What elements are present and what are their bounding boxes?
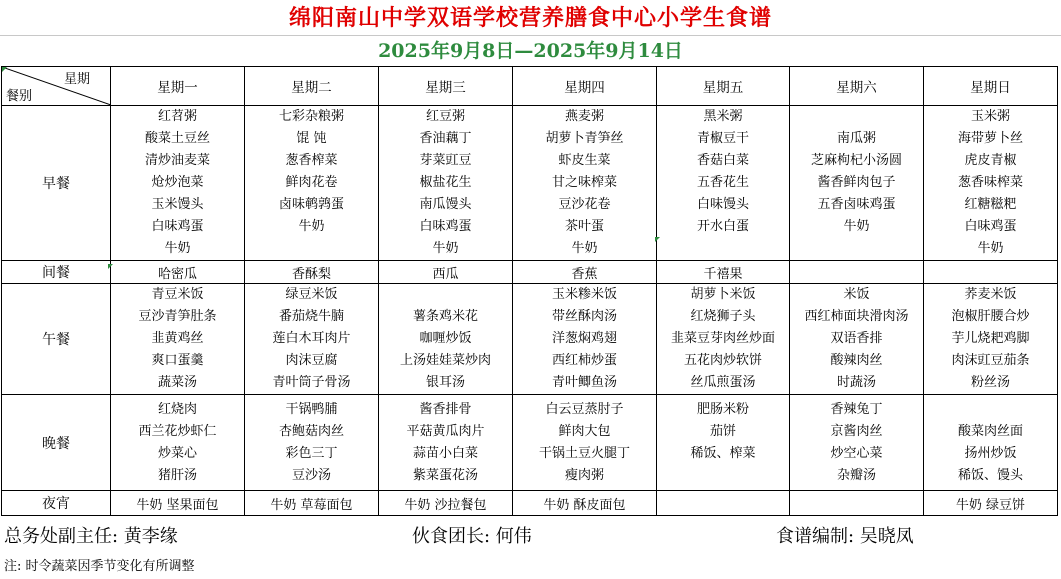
menu-item: 稀饭、榨菜 bbox=[690, 445, 756, 461]
menu-item bbox=[657, 465, 789, 487]
menu-item: 酸菜土豆丝 bbox=[144, 131, 210, 146]
menu-item: 肥肠米粉 bbox=[696, 401, 749, 417]
lunch-row bbox=[2, 284, 1058, 395]
breakfast-sat-cell bbox=[790, 106, 924, 261]
menu-item: 虾皮生菜 bbox=[558, 153, 611, 168]
menu-item: 玉米馒头 bbox=[151, 197, 204, 212]
menu-item: 丝瓜煎蛋汤 bbox=[690, 375, 756, 390]
lunch-fri-cell bbox=[657, 284, 790, 395]
menu-item: 酱香排骨 bbox=[419, 401, 472, 417]
lunch-sat-cell bbox=[790, 284, 924, 395]
dinner-mon-cell bbox=[111, 395, 245, 491]
menu-item: 牛奶 bbox=[298, 219, 325, 234]
breakfast-sun-cell bbox=[924, 106, 1058, 261]
dinner-sun-cell bbox=[924, 395, 1058, 491]
corner-weekday-label: 星期 bbox=[63, 72, 90, 87]
menu-item: 彩色三丁 bbox=[285, 445, 338, 461]
menu-item: 蒜苗小白菜 bbox=[412, 445, 478, 461]
menu-item: 南瓜馒头 bbox=[419, 197, 472, 212]
menu-item: 上汤娃娃菜炒肉 bbox=[399, 353, 491, 368]
snack-row bbox=[2, 261, 1058, 284]
menu-title: 绵阳南山中学双语学校营养膳食中心小学生食谱 bbox=[288, 5, 772, 31]
snack-wed-cell: 西瓜 bbox=[379, 261, 513, 284]
menu-item: 茶叶蛋 bbox=[564, 219, 604, 234]
menu-item: 鲜肉花卷 bbox=[285, 175, 338, 190]
menu-item: 豆沙青笋肚条 bbox=[138, 309, 217, 324]
menu-item: 酱香鲜肉包子 bbox=[817, 175, 896, 190]
menu-item: 炒空心菜 bbox=[830, 445, 883, 461]
night-snack-label: 夜宵 bbox=[2, 491, 111, 516]
menu-item: 芽菜豇豆 bbox=[419, 153, 472, 168]
menu-item: 杏鲍菇肉丝 bbox=[278, 423, 344, 439]
menu-item: 莲白木耳肉片 bbox=[272, 331, 351, 346]
director-signature: 总务处副主任: 黄李缘 bbox=[4, 526, 178, 547]
snack-sun-cell bbox=[924, 261, 1058, 284]
day-header-mon: 星期一 bbox=[111, 67, 245, 106]
dinner-row bbox=[2, 395, 1058, 491]
snack-tue-cell: 香酥梨 bbox=[245, 261, 379, 284]
menu-item: 银耳汤 bbox=[425, 375, 465, 390]
menu-item: 红糖糍粑 bbox=[964, 197, 1017, 212]
breakfast-row bbox=[2, 106, 1058, 261]
menu-item: 泡椒肝腰合炒 bbox=[951, 309, 1030, 324]
menu-item: 燕麦粥 bbox=[564, 109, 604, 124]
night-snack-row bbox=[2, 491, 1058, 516]
menu-item: 韭黄鸡丝 bbox=[151, 331, 204, 346]
breakfast-label: 早餐 bbox=[2, 106, 111, 261]
date-range: 2025年9月8日—2025年9月14日 bbox=[378, 40, 683, 62]
menu-item: 白味鸡蛋 bbox=[419, 219, 472, 234]
menu-item: 玉米粥 bbox=[970, 109, 1010, 124]
menu-item: 稀饭、馒头 bbox=[957, 467, 1023, 483]
night-snack-fri-cell bbox=[657, 491, 790, 516]
menu-item: 黑米粥 bbox=[703, 109, 743, 124]
menu-item: 绿豆米饭 bbox=[285, 287, 338, 302]
menu-item: 鲜肉大包 bbox=[558, 423, 611, 439]
menu-item: 豆沙花卷 bbox=[558, 197, 611, 212]
breakfast-mon-cell bbox=[111, 106, 245, 261]
dinner-label: 晚餐 bbox=[2, 395, 111, 491]
menu-item bbox=[790, 238, 923, 260]
corner-marker bbox=[2, 67, 7, 72]
menu-item: 白味鸡蛋 bbox=[151, 219, 204, 234]
header-corner bbox=[2, 67, 111, 106]
menu-item: 西兰花炒虾仁 bbox=[138, 423, 217, 439]
night-snack-sat-cell bbox=[790, 491, 924, 516]
menu-item: 红烧狮子头 bbox=[690, 309, 756, 324]
menu-item: 酸菜肉丝面 bbox=[957, 423, 1023, 439]
menu-item: 爽口蛋羹 bbox=[151, 353, 204, 368]
menu-item: 芝麻枸杞小汤圆 bbox=[810, 153, 902, 168]
dinner-wed-cell bbox=[379, 395, 513, 491]
menu-item: 蔬菜汤 bbox=[157, 375, 197, 390]
compiler-signature: 食谱编制: 吴晓凤 bbox=[776, 526, 914, 547]
menu-item: 番茄烧牛腩 bbox=[278, 309, 344, 324]
corner-meal-label: 餐别 bbox=[6, 89, 33, 104]
dinner-sat-cell bbox=[790, 395, 924, 491]
menu-item: 开水白蛋 bbox=[696, 219, 749, 234]
menu-item: 红烧肉 bbox=[157, 401, 197, 417]
menu-item: 杂瓣汤 bbox=[836, 467, 876, 483]
lunch-sun-cell bbox=[924, 284, 1058, 395]
menu-item: 咖喱炒饭 bbox=[419, 331, 472, 346]
day-header-wed: 星期三 bbox=[379, 67, 513, 106]
menu-item: 西红柿炒蛋 bbox=[551, 353, 617, 368]
menu-item: 牛奶 bbox=[977, 241, 1004, 256]
lunch-wed-cell bbox=[379, 284, 513, 395]
menu-item: 干锅鸭脯 bbox=[285, 401, 338, 417]
menu-item: 扬州炒饭 bbox=[964, 445, 1017, 461]
menu-item: 馄 饨 bbox=[296, 131, 327, 146]
menu-item: 京酱肉丝 bbox=[830, 423, 883, 439]
breakfast-fri-cell bbox=[657, 106, 790, 261]
day-header-thu: 星期四 bbox=[513, 67, 657, 106]
menu-item: 肉沫豇豆茄条 bbox=[951, 353, 1030, 368]
header-row bbox=[2, 67, 1058, 106]
night-snack-mon-cell: 牛奶 坚果面包 bbox=[111, 491, 245, 516]
menu-item: 五香卤味鸡蛋 bbox=[817, 197, 896, 212]
menu-item: 白味馒头 bbox=[696, 197, 749, 212]
footer-signatures bbox=[0, 519, 1061, 547]
menu-item: 清炒油麦菜 bbox=[144, 153, 210, 168]
menu-item: 时蔬汤 bbox=[836, 375, 876, 390]
menu-item bbox=[245, 238, 378, 260]
menu-item: 青叶鲫鱼汤 bbox=[551, 375, 617, 390]
dinner-thu-cell bbox=[513, 395, 657, 491]
menu-item: 香油藕丁 bbox=[419, 131, 472, 146]
menu-item: 酸辣肉丝 bbox=[830, 353, 883, 368]
menu-item bbox=[379, 284, 512, 306]
corner-marker bbox=[655, 237, 660, 242]
menu-item: 紫菜蛋花汤 bbox=[412, 467, 478, 483]
breakfast-wed-cell bbox=[379, 106, 513, 261]
snack-label: 间餐 bbox=[2, 261, 111, 284]
menu-item: 青叶筒子骨汤 bbox=[272, 375, 351, 390]
menu-item: 白味鸡蛋 bbox=[964, 219, 1017, 234]
menu-item bbox=[924, 399, 1057, 421]
snack-fri-cell: 千禧果 bbox=[657, 261, 790, 284]
lunch-label: 午餐 bbox=[2, 284, 111, 395]
menu-item: 胡萝卜米饭 bbox=[690, 287, 756, 302]
corner-marker bbox=[108, 264, 113, 269]
menu-item: 香辣兔丁 bbox=[830, 401, 883, 417]
menu-item: 红苕粥 bbox=[157, 109, 197, 124]
menu-item: 五香花生 bbox=[696, 175, 749, 190]
dinner-tue-cell bbox=[245, 395, 379, 491]
menu-item: 甘之味榨菜 bbox=[551, 175, 617, 190]
menu-item: 米饭 bbox=[843, 287, 870, 302]
menu-item: 豆沙汤 bbox=[291, 467, 331, 483]
menu-item: 芋儿烧耙鸡脚 bbox=[951, 331, 1030, 346]
night-snack-wed-cell: 牛奶 沙拉餐包 bbox=[379, 491, 513, 516]
menu-table bbox=[1, 66, 1058, 516]
menu-item: 七彩杂粮粥 bbox=[278, 109, 344, 124]
day-header-tue: 星期二 bbox=[245, 67, 379, 106]
menu-item: 猪肝汤 bbox=[157, 467, 197, 483]
menu-item: 薯条鸡米花 bbox=[412, 309, 478, 324]
menu-item bbox=[657, 238, 789, 260]
night-snack-tue-cell: 牛奶 草莓面包 bbox=[245, 491, 379, 516]
menu-item: 粉丝汤 bbox=[970, 375, 1010, 390]
menu-item: 五花肉炒软饼 bbox=[683, 353, 762, 368]
menu-item bbox=[790, 106, 923, 128]
menu-item: 牛奶 bbox=[164, 241, 191, 256]
team-leader-signature: 伙食团长: 何伟 bbox=[412, 526, 532, 547]
menu-item: 肉沫豆腐 bbox=[285, 353, 338, 368]
menu-item: 牛奶 bbox=[432, 241, 459, 256]
day-header-sat: 星期六 bbox=[790, 67, 924, 106]
menu-item: 椒盐花生 bbox=[419, 175, 472, 190]
night-snack-thu-cell: 牛奶 酥皮面包 bbox=[513, 491, 657, 516]
footnote: 注: 时令蔬菜因季节变化有所调整 bbox=[4, 559, 195, 574]
menu-item: 卤味鹌鹑蛋 bbox=[278, 197, 344, 212]
menu-item: 平菇黄瓜肉片 bbox=[406, 423, 485, 439]
menu-item: 炝炒泡菜 bbox=[151, 175, 204, 190]
menu-item: 韭菜豆芽肉丝炒面 bbox=[670, 331, 775, 346]
menu-item: 带丝酥肉汤 bbox=[551, 309, 617, 324]
menu-item: 洋葱焖鸡翅 bbox=[551, 331, 617, 346]
day-header-sun: 星期日 bbox=[924, 67, 1058, 106]
menu-item: 西红柿面块滑肉汤 bbox=[804, 309, 909, 324]
lunch-thu-cell bbox=[513, 284, 657, 395]
day-header-fri: 星期五 bbox=[657, 67, 790, 106]
menu-item: 青椒豆干 bbox=[696, 131, 749, 146]
menu-item: 瘦肉粥 bbox=[564, 467, 604, 483]
menu-item: 虎皮青椒 bbox=[964, 153, 1017, 168]
menu-item: 牛奶 bbox=[843, 219, 870, 234]
snack-mon-cell: 哈密瓜 bbox=[111, 261, 245, 284]
lunch-mon-cell bbox=[111, 284, 245, 395]
night-snack-sun-cell: 牛奶 绿豆饼 bbox=[924, 491, 1058, 516]
menu-item: 胡萝卜青笋丝 bbox=[545, 131, 624, 146]
menu-item: 青豆米饭 bbox=[151, 287, 204, 302]
menu-item: 海带萝卜丝 bbox=[957, 131, 1023, 146]
menu-item: 玉米糁米饭 bbox=[551, 287, 617, 302]
snack-sat-cell bbox=[790, 261, 924, 284]
menu-item: 葱香味榨菜 bbox=[957, 175, 1023, 190]
menu-item: 香菇白菜 bbox=[696, 153, 749, 168]
breakfast-thu-cell bbox=[513, 106, 657, 261]
menu-item: 干锅土豆火腿丁 bbox=[538, 445, 630, 461]
lunch-tue-cell bbox=[245, 284, 379, 395]
dinner-fri-cell bbox=[657, 395, 790, 491]
menu-item: 牛奶 bbox=[571, 241, 598, 256]
menu-item: 白云豆蒸肘子 bbox=[545, 401, 624, 417]
menu-item: 葱香榨菜 bbox=[285, 153, 338, 168]
breakfast-tue-cell bbox=[245, 106, 379, 261]
menu-item: 荞麦米饭 bbox=[964, 287, 1017, 302]
menu-item: 茄饼 bbox=[709, 423, 736, 439]
menu-item: 炒菜心 bbox=[157, 445, 197, 461]
menu-item: 红豆粥 bbox=[425, 109, 465, 124]
snack-thu-cell: 香蕉 bbox=[513, 261, 657, 284]
menu-item: 双语香排 bbox=[830, 331, 883, 346]
menu-item: 南瓜粥 bbox=[836, 131, 876, 146]
